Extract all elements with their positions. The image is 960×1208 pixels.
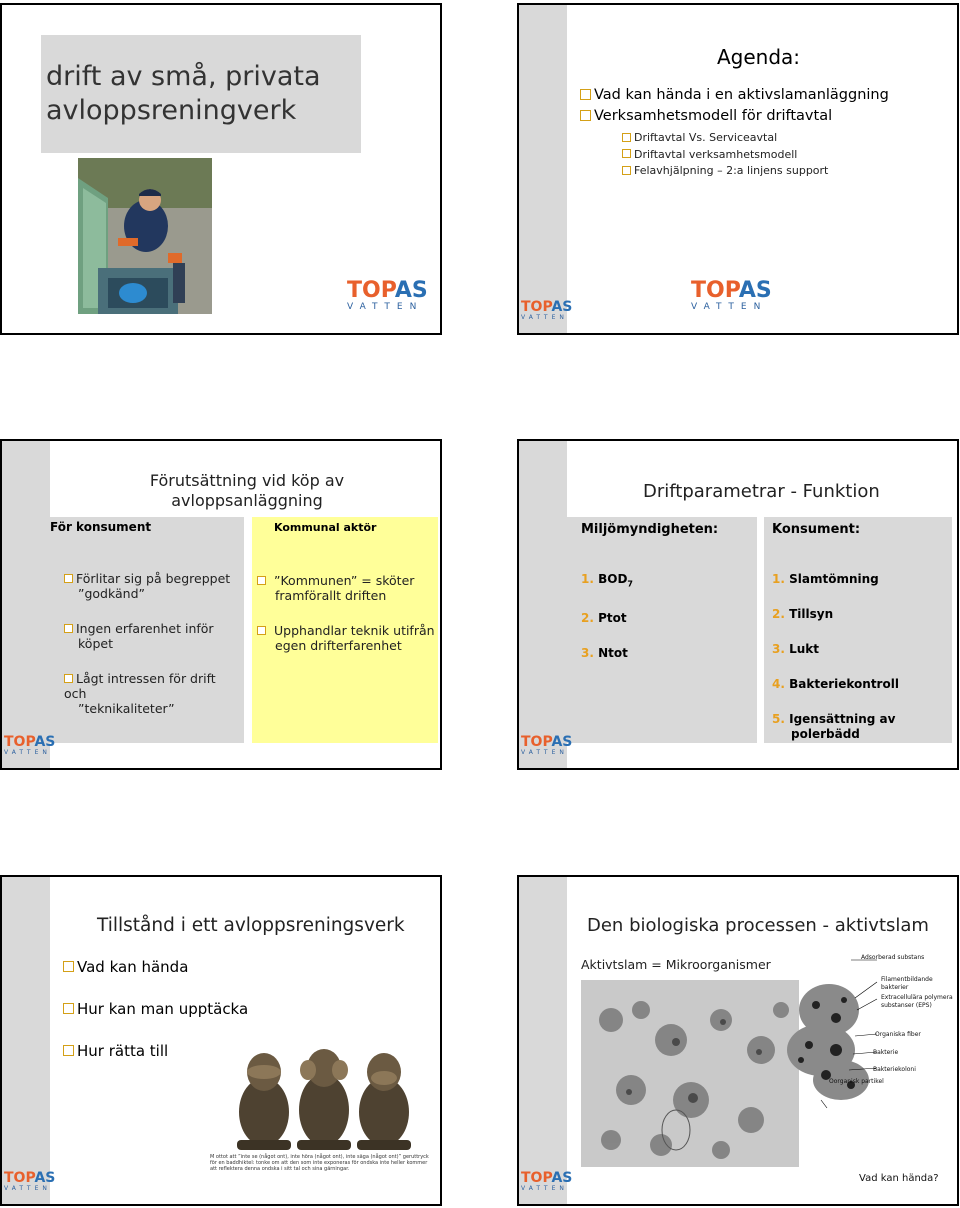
- agenda-sublist: [622, 130, 942, 180]
- checkbox-bullet-icon: [63, 961, 74, 972]
- checkbox-bullet-icon: [257, 576, 266, 585]
- list-item: 4. Bakteriekontroll: [772, 677, 899, 691]
- topas-logo-small: TOPAS VATTEN: [521, 734, 573, 756]
- checkbox-bullet-icon: [622, 133, 631, 142]
- topas-logo-small: TOPAS VATTEN: [521, 299, 573, 321]
- diagram-label: Adsorberad substans: [861, 954, 925, 961]
- list-item: Upphandlar teknik utifrån egen drifterfarenhet: [257, 623, 437, 653]
- list-item: Felavhjälpning – 2:a linjens support: [622, 163, 942, 180]
- checkbox-bullet-icon: [580, 110, 591, 121]
- slide-3: [0, 439, 442, 770]
- checkbox-bullet-icon: [622, 149, 631, 158]
- left-bar: [519, 877, 567, 1204]
- list-item: 5. Igensättning av polerbädd: [772, 712, 896, 741]
- list-item: 2. Ptot: [581, 611, 627, 626]
- microscope-image: [581, 980, 799, 1167]
- slide-1: [0, 3, 442, 335]
- diagram-label: bakterier: [881, 984, 909, 991]
- list-item: Vad kan hända i en aktivslamanläggning: [580, 85, 950, 106]
- left-header: För konsument: [50, 520, 152, 534]
- topas-logo-small: TOPAS VATTEN: [4, 1170, 56, 1192]
- right-header: Kommunal aktör: [274, 521, 377, 534]
- list-item: Driftavtal verksamhetsmodell: [622, 147, 942, 164]
- main-list: [63, 957, 248, 1062]
- topas-logo-large: TOPAS VATTEN: [691, 278, 772, 312]
- list-item: ”Kommunen” = sköter framförallt driften: [257, 573, 437, 603]
- left-bar: [519, 5, 567, 333]
- left-bar: [2, 441, 50, 768]
- right-list: [257, 573, 437, 653]
- list-item: Hur rätta till: [63, 1041, 248, 1062]
- list-item: 1. $BOD_7$: [581, 572, 633, 589]
- checkbox-bullet-icon: [63, 1045, 74, 1056]
- list-item: Verksamhetsmodell för driftavtal: [580, 106, 950, 127]
- topas-logo: TOPAS VATTEN: [347, 278, 428, 312]
- diagram-label: Filamentbildande: [881, 976, 933, 983]
- title-line-1: drift av små, privata: [46, 61, 321, 92]
- list-item: Hur kan man upptäcka: [63, 999, 248, 1020]
- caption: M ottot att ”inte se (något ont), inte höra (något ont), inte säga (något ont)” geruttryck för en baddhiktel: tonke om att den som inte exponeras för ondska inte heller kommer att reflektera denna ondska i sitt tal och sina gärningar.: [210, 1154, 429, 1172]
- slide-title: Förutsättning vid köp av avloppsanläggning: [149, 471, 345, 510]
- slide-4: [517, 439, 959, 770]
- diagram-label: substanser (EPS): [881, 1002, 932, 1009]
- slide-title: Den biologiska processen - aktivtslam: [587, 915, 929, 936]
- list-item: Ingen erfarenhet inför köpet: [64, 621, 242, 651]
- checkbox-bullet-icon: [257, 626, 266, 635]
- list-item: Lågt intressen för drift och ”teknikaliteter”: [64, 671, 216, 716]
- list-item: 2. Tillsyn: [772, 607, 834, 621]
- diagram-label: Bakteriekoloni: [873, 1066, 916, 1073]
- list-item: Driftavtal Vs. Serviceavtal: [622, 130, 942, 147]
- checkbox-bullet-icon: [580, 89, 591, 100]
- diagram-label: Oorganisk partikel: [829, 1078, 884, 1085]
- slide-title: [46, 60, 366, 128]
- slide-title: Agenda:: [717, 45, 801, 69]
- checkbox-bullet-icon: [622, 166, 631, 175]
- slide-title: Driftparametrar - Funktion: [643, 481, 880, 502]
- topas-logo-small: TOPAS VATTEN: [4, 734, 56, 756]
- right-list: [772, 562, 899, 742]
- slide-subtitle: Aktivtslam = Mikroorganismer: [581, 957, 771, 972]
- left-bar: [2, 877, 50, 1204]
- checkbox-bullet-icon: [64, 574, 73, 583]
- slide-2: [517, 3, 959, 335]
- diagram-label: Extracellulära polymera: [881, 994, 953, 1001]
- checkbox-bullet-icon: [64, 674, 73, 683]
- list-item: 3. Ntot: [581, 646, 628, 661]
- list-item: Förlitar sig på begreppet ”godkänd”: [64, 571, 242, 601]
- list-item: Vad kan hända: [63, 957, 248, 978]
- slide-title: Tillstånd i ett avloppsreningsverk: [97, 915, 405, 936]
- person-photo: [78, 158, 212, 314]
- slide-5: [0, 875, 442, 1206]
- list-item: 3. Lukt: [772, 642, 820, 656]
- left-list: [581, 562, 633, 671]
- topas-logo-small: TOPAS VATTEN: [521, 1170, 573, 1192]
- diagram-label: Bakterie: [873, 1049, 899, 1056]
- diagram-label: Organiska fiber: [875, 1031, 921, 1038]
- checkbox-bullet-icon: [63, 1003, 74, 1014]
- footer-question: Vad kan hända?: [859, 1173, 939, 1184]
- three-monkeys-image: [232, 1042, 418, 1152]
- checkbox-bullet-icon: [64, 624, 73, 633]
- agenda-list: [580, 85, 950, 127]
- left-header: Miljömyndigheten:: [581, 522, 719, 537]
- left-list: [64, 571, 242, 716]
- title-line-2: avloppsreningverk: [46, 95, 297, 126]
- right-header: Konsument:: [772, 522, 861, 537]
- slide-6: [517, 875, 959, 1206]
- list-item: 1. Slamtömning: [772, 572, 879, 586]
- left-bar: [519, 441, 567, 768]
